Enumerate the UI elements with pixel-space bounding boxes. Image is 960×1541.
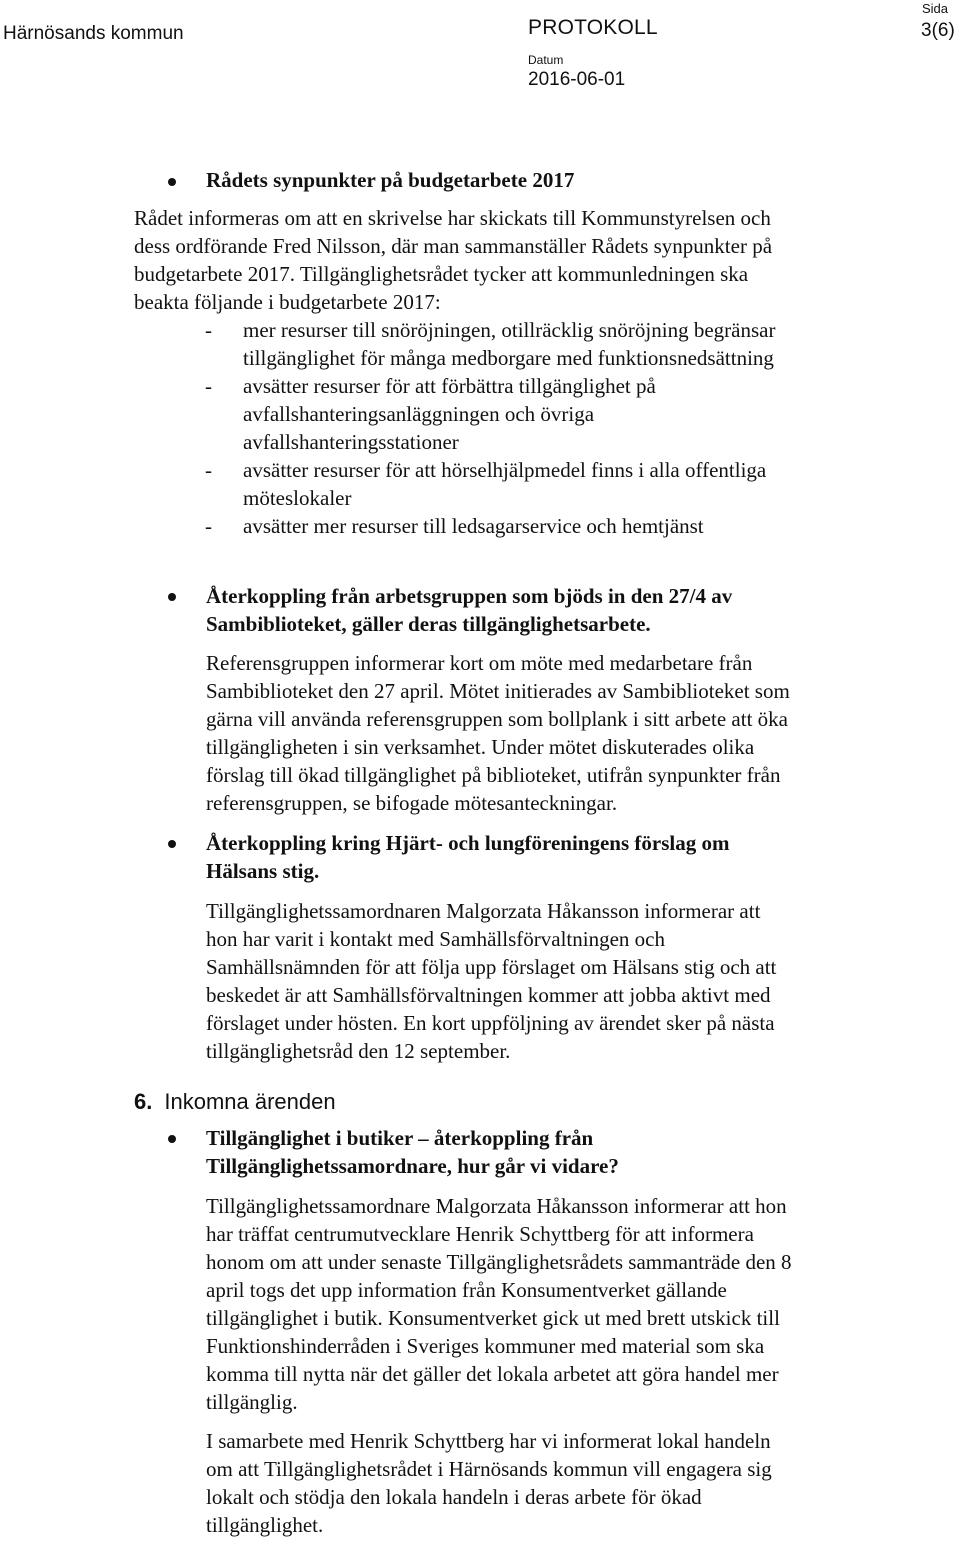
bullet-icon xyxy=(168,840,176,848)
list-item-line: möteslokaler xyxy=(243,486,352,510)
paragraph-line: april togs det upp information från Konsumentverket gällande xyxy=(206,1278,727,1302)
paragraph-line: Samhällsnämnden för att följa upp förslaget om Hälsans stig och att xyxy=(206,955,777,979)
paragraph-line: beskedet är att Samhällsförvaltningen kommer att jobba aktivt med xyxy=(206,983,771,1007)
paragraph-line: Tillgänglighetssamordnaren Malgorzata Håkansson informerar att xyxy=(206,899,761,923)
paragraph-line: Referensgruppen informerar kort om möte med medarbetare från xyxy=(206,651,753,675)
paragraph-line: förslag till ökad tillgänglighet på biblioteket, utifrån synpunkter från xyxy=(206,763,781,787)
section-heading xyxy=(134,1089,336,1115)
list-item-line: avsätter resurser för att förbättra tillgänglighet på xyxy=(243,374,656,398)
paragraph-line: tillgänglighet i butik. Konsumentverket gick ut med brett utskick till xyxy=(206,1306,780,1330)
paragraph-line: I samarbete med Henrik Schyttberg har vi informerat lokal handeln xyxy=(206,1429,771,1453)
bullet-icon xyxy=(168,178,176,186)
paragraph-line: tillgänglig. xyxy=(206,1390,298,1414)
paragraph-line: har träffat centrumutvecklare Henrik Schyttberg för att informera xyxy=(206,1222,754,1246)
paragraph-line: Rådet informeras om att en skrivelse har skickats till Kommunstyrelsen och xyxy=(134,206,771,230)
list-item-line: avsätter mer resurser till ledsagarservice och hemtjänst xyxy=(243,514,704,538)
list-item-line: tillgänglighet för många medborgare med funktionsnedsättning xyxy=(243,346,774,370)
list-dash: - xyxy=(205,318,212,342)
paragraph-line: honom om att under senaste Tillgänglighetsrådets sammanträde den 8 xyxy=(206,1250,792,1274)
paragraph-line: budgetarbete 2017. Tillgänglighetsrådet tycker att kommunledningen ska xyxy=(134,262,749,286)
paragraph-line: om att Tillgänglighetsrådet i Härnösands kommun vill engagera sig xyxy=(206,1457,772,1481)
paragraph-line: tillgänglighetsråd den 12 september. xyxy=(206,1039,511,1063)
paragraph-line: referensgruppen, se bifogade mötesanteckningar. xyxy=(206,791,618,815)
paragraph-line: förslaget under hösten. En kort uppföljning av ärendet sker på nästa xyxy=(206,1011,775,1035)
paragraph-line: lokalt och stödja den lokala handeln i deras arbete för ökad xyxy=(206,1485,702,1509)
item-title: Sambiblioteket, gäller deras tillgänglighetsarbete. xyxy=(206,612,651,636)
paragraph-line: Funktionshinderråden i Sveriges kommuner med material som ska xyxy=(206,1334,765,1358)
paragraph-line: hon har varit i kontakt med Samhällsförvaltningen och xyxy=(206,927,665,951)
paragraph-line: Sambiblioteket den 27 april. Mötet initierades av Sambiblioteket som xyxy=(206,679,790,703)
section-number: 6. xyxy=(134,1089,153,1114)
paragraph-line: tillgängligheten i sin verksamhet. Under mötet diskuterades olika xyxy=(206,735,755,759)
item-title: Återkoppling kring Hjärt- och lungföreningens förslag om xyxy=(206,831,730,855)
date-label: Datum xyxy=(528,53,564,67)
list-item-line: avfallshanteringsstationer xyxy=(243,430,459,454)
item-title: Tillgänglighet i butiker – återkoppling från xyxy=(206,1126,594,1150)
document-date: 2016-06-01 xyxy=(528,69,626,90)
section-title: Inkomna ärenden xyxy=(164,1089,336,1114)
bullet-icon xyxy=(168,1135,176,1143)
item-title: Tillgänglighetssamordnare, hur går vi vidare? xyxy=(206,1154,619,1178)
list-item-line: avfallshanteringsanläggningen och övriga xyxy=(243,402,595,426)
item-title: Hälsans stig. xyxy=(206,859,320,883)
document-type: PROTOKOLL xyxy=(528,16,658,39)
list-dash: - xyxy=(205,514,212,538)
organization-name: Härnösands kommun xyxy=(3,23,184,44)
paragraph-line: komma till nytta när det gäller det lokala arbetet att göra handel mer xyxy=(206,1362,779,1386)
paragraph-line: beakta följande i budgetarbete 2017: xyxy=(134,290,441,314)
bullet-icon xyxy=(168,593,176,601)
page-number: 3(6) xyxy=(921,20,955,41)
paragraph-line: gärna vill använda referensgruppen som bollplank i sitt arbete att öka xyxy=(206,707,788,731)
list-item-line: mer resurser till snöröjningen, otillräcklig snöröjning begränsar xyxy=(243,318,776,342)
page-label: Sida xyxy=(922,1,949,16)
list-item-line: avsätter resurser för att hörselhjälpmedel finns i alla offentliga xyxy=(243,458,767,482)
paragraph-line: dess ordförande Fred Nilsson, där man sammanställer Rådets synpunkter på xyxy=(134,234,773,258)
item-title: Rådets synpunkter på budgetarbete 2017 xyxy=(206,168,575,192)
paragraph-line: Tillgänglighetssamordnare Malgorzata Håkansson informerar att hon xyxy=(206,1194,787,1218)
list-dash: - xyxy=(205,458,212,482)
list-dash: - xyxy=(205,374,212,398)
item-title: Återkoppling från arbetsgruppen som bjöds in den 27/4 av xyxy=(206,584,733,608)
paragraph-line: tillgänglighet. xyxy=(206,1513,324,1537)
